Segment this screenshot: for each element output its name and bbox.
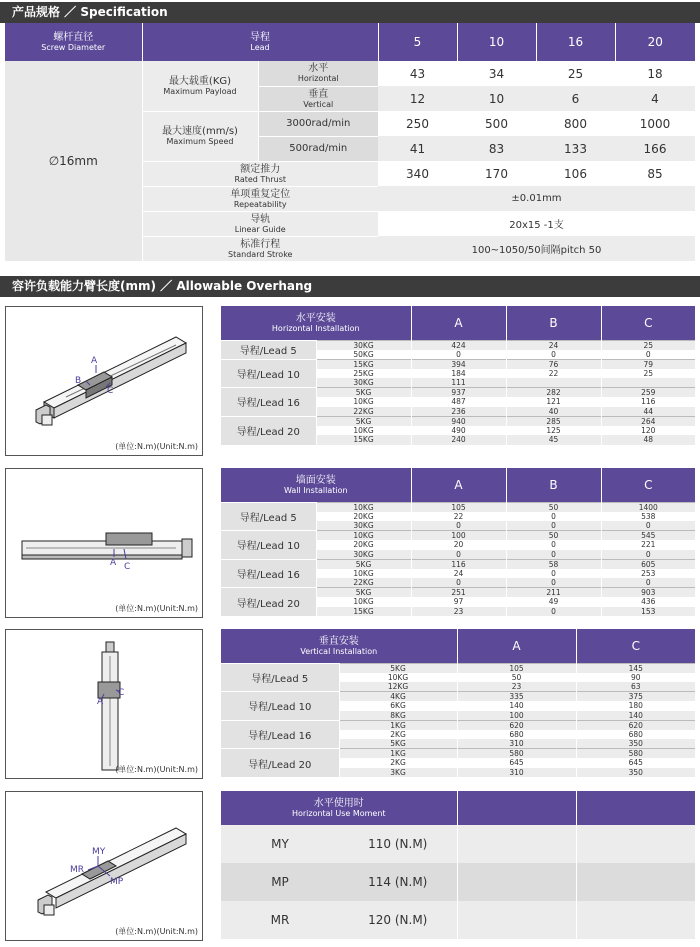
wall-value: 0 bbox=[506, 569, 601, 579]
horiz-value: 121 bbox=[506, 397, 601, 407]
horiz-value: 394 bbox=[411, 359, 506, 369]
horiz-value: 264 bbox=[601, 416, 695, 426]
thrust-cn: 额定推力 bbox=[240, 163, 281, 175]
horiz-value: 259 bbox=[601, 388, 695, 398]
speed-en: Maximum Speed bbox=[166, 137, 234, 146]
lead-10: 10 bbox=[457, 23, 536, 61]
wall-lead-label: 导程/Lead 5 bbox=[221, 502, 316, 531]
wall-load: 30KG bbox=[316, 550, 411, 560]
lead-16: 16 bbox=[536, 23, 615, 61]
ver-payload-5: 12 bbox=[378, 86, 457, 111]
vert-load: 4KG bbox=[339, 692, 457, 702]
rpm-500: 500rad/min bbox=[258, 136, 378, 161]
stroke-en: Standard Stroke bbox=[228, 249, 293, 259]
horiz-header-en: Horizontal Installation bbox=[271, 323, 360, 333]
repeatability-cn: 单项重复定位 bbox=[230, 188, 291, 200]
table-row bbox=[221, 588, 695, 598]
wall-actuator-drawing bbox=[6, 469, 202, 617]
guide-cn: 导轨 bbox=[250, 213, 271, 225]
wall-load: 10KG bbox=[316, 597, 411, 607]
table-row bbox=[221, 502, 695, 512]
ver-payload-20: 4 bbox=[615, 86, 695, 111]
horiz-value: 120 bbox=[601, 426, 695, 436]
wall-value: 0 bbox=[411, 578, 506, 588]
speed500-10: 83 bbox=[457, 136, 536, 161]
vert-value: 580 bbox=[576, 749, 695, 759]
vert-value: 580 bbox=[457, 749, 576, 759]
horiz-value: 487 bbox=[411, 397, 506, 407]
label-my: MY bbox=[92, 847, 106, 857]
label-b: B bbox=[75, 376, 82, 386]
wall-value: 0 bbox=[411, 521, 506, 531]
wall-value: 58 bbox=[506, 559, 601, 569]
vert-load: 5KG bbox=[339, 663, 457, 673]
vert-table-grid bbox=[221, 629, 695, 777]
wall-value: 605 bbox=[601, 559, 695, 569]
ver-payload-10: 10 bbox=[457, 86, 536, 111]
vert-load: 6KG bbox=[339, 701, 457, 711]
vert-header-cn: 垂直安装 bbox=[318, 635, 359, 647]
vert-load: 10KG bbox=[339, 673, 457, 683]
wall-value: 253 bbox=[601, 569, 695, 579]
horizontal-en: Horizontal bbox=[297, 74, 339, 84]
horiz-load: 5KG bbox=[316, 416, 411, 426]
speed500-16: 133 bbox=[536, 136, 615, 161]
horiz-col-c: C bbox=[644, 315, 653, 330]
horiz-load: 15KG bbox=[316, 435, 411, 445]
wall-value: 251 bbox=[411, 588, 506, 598]
wall-value: 49 bbox=[506, 597, 601, 607]
spec-table bbox=[5, 23, 695, 261]
vert-col-c: C bbox=[631, 638, 640, 653]
wall-value: 0 bbox=[601, 550, 695, 560]
thrust-10: 170 bbox=[457, 161, 536, 186]
vert-load: 2KG bbox=[339, 730, 457, 740]
wall-load: 15KG bbox=[316, 607, 411, 617]
wall-value: 211 bbox=[506, 588, 601, 598]
thrust-16: 106 bbox=[536, 161, 615, 186]
horiz-load: 25KG bbox=[316, 369, 411, 379]
vert-value: 350 bbox=[576, 768, 695, 778]
horiz-value: 45 bbox=[506, 435, 601, 445]
vert-lead-label: 导程/Lead 10 bbox=[221, 692, 339, 721]
vert-value: 620 bbox=[576, 720, 695, 730]
wall-lead-label: 导程/Lead 16 bbox=[221, 559, 316, 588]
horiz-load: 30KG bbox=[316, 340, 411, 350]
wall-load: 5KG bbox=[316, 559, 411, 569]
wall-value: 153 bbox=[601, 607, 695, 617]
vert-load: 12KG bbox=[339, 682, 457, 692]
horizontal-cn: 水平 bbox=[308, 63, 329, 75]
wall-value: 0 bbox=[506, 550, 601, 560]
horiz-value bbox=[506, 378, 601, 388]
vert-value: 310 bbox=[457, 739, 576, 749]
label-mp: MP bbox=[110, 877, 124, 887]
wall-col-c: C bbox=[644, 477, 653, 492]
vertical-en: Vertical bbox=[303, 99, 334, 109]
table-row bbox=[221, 559, 695, 569]
horiz-value: 44 bbox=[601, 407, 695, 417]
horiz-lead-label: 导程/Lead 20 bbox=[221, 416, 316, 445]
vert-value: 140 bbox=[457, 701, 576, 711]
wall-lead-label: 导程/Lead 10 bbox=[221, 531, 316, 560]
repeatability-value: ±0.01mm bbox=[378, 186, 695, 211]
moment-value-mp: 114 (N.M) bbox=[339, 863, 457, 901]
wall-value: 0 bbox=[601, 578, 695, 588]
horiz-table-grid bbox=[221, 306, 695, 445]
vert-value: 335 bbox=[457, 692, 576, 702]
vert-value: 680 bbox=[457, 730, 576, 740]
label-c: C bbox=[118, 688, 125, 698]
horiz-load: 15KG bbox=[316, 359, 411, 369]
label-mr: MR bbox=[70, 865, 85, 875]
wall-col-b: B bbox=[506, 468, 601, 502]
unit-note: (单位:N.m)(Unit:N.m) bbox=[115, 604, 198, 613]
wall-load: 22KG bbox=[316, 578, 411, 588]
wall-header-en: Wall Installation bbox=[283, 485, 348, 495]
vert-load: 1KG bbox=[339, 749, 457, 759]
vert-value: 645 bbox=[576, 758, 695, 768]
horiz-load: 30KG bbox=[316, 378, 411, 388]
lead-cn: 导程 bbox=[250, 32, 270, 43]
moment-image bbox=[5, 791, 203, 941]
speed3000-20: 1000 bbox=[615, 111, 695, 136]
horizontal-install-image bbox=[5, 306, 203, 456]
vert-value: 23 bbox=[457, 682, 576, 692]
wall-value: 97 bbox=[411, 597, 506, 607]
lead-en: Lead bbox=[250, 43, 270, 52]
ver-payload-16: 6 bbox=[536, 86, 615, 111]
vertical-cn: 垂直 bbox=[308, 88, 329, 100]
horiz-value: 25 bbox=[601, 369, 695, 379]
lead-5: 5 bbox=[378, 23, 457, 61]
moment-actuator-drawing bbox=[6, 792, 202, 940]
unit-note: (单位:N.m)(Unit:N.m) bbox=[115, 442, 198, 451]
wall-value: 20 bbox=[411, 540, 506, 550]
horiz-value: 48 bbox=[601, 435, 695, 445]
wall-value: 1400 bbox=[601, 502, 695, 512]
horiz-lead-label: 导程/Lead 10 bbox=[221, 359, 316, 388]
horiz-value: 490 bbox=[411, 426, 506, 436]
section-title-overhang: 容许负载能力臂长度(mm) ／ Allowable Overhang bbox=[0, 276, 700, 297]
horiz-value: 125 bbox=[506, 426, 601, 436]
wall-load: 30KG bbox=[316, 521, 411, 531]
wall-value: 100 bbox=[411, 531, 506, 541]
moment-label-mp: MP bbox=[271, 875, 289, 889]
wall-value: 22 bbox=[411, 512, 506, 522]
horiz-value: 940 bbox=[411, 416, 506, 426]
wall-value: 0 bbox=[601, 521, 695, 531]
wall-value: 221 bbox=[601, 540, 695, 550]
thrust-5: 340 bbox=[378, 161, 457, 186]
unit-note: (单位:N.m)(Unit:N.m) bbox=[115, 927, 198, 936]
speed500-5: 41 bbox=[378, 136, 457, 161]
horiz-value: 25 bbox=[601, 340, 695, 350]
wall-value: 0 bbox=[411, 550, 506, 560]
label-c: C bbox=[107, 386, 114, 396]
vert-lead-label: 导程/Lead 20 bbox=[221, 749, 339, 778]
label-a: A bbox=[91, 356, 98, 366]
vert-value: 140 bbox=[576, 711, 695, 721]
moment-cn: 水平使用时 bbox=[313, 798, 364, 809]
horiz-lead-label: 导程/Lead 5 bbox=[221, 340, 316, 359]
vert-value: 100 bbox=[457, 711, 576, 721]
horiz-value: 236 bbox=[411, 407, 506, 417]
moment-value-my: 110 (N.M) bbox=[339, 825, 457, 863]
vertical-install-image bbox=[5, 629, 203, 779]
horiz-value: 184 bbox=[411, 369, 506, 379]
horiz-value: 937 bbox=[411, 388, 506, 398]
vertical-actuator-drawing bbox=[6, 630, 202, 778]
wall-load: 10KG bbox=[316, 531, 411, 541]
horiz-value: 282 bbox=[506, 388, 601, 398]
lead-20: 20 bbox=[647, 35, 663, 49]
vert-value: 680 bbox=[576, 730, 695, 740]
table-row bbox=[221, 416, 695, 426]
label-a: A bbox=[110, 558, 117, 568]
horiz-load: 22KG bbox=[316, 407, 411, 417]
label-a: A bbox=[97, 697, 104, 707]
vert-load: 3KG bbox=[339, 768, 457, 778]
payload-cn: 最大载重(KG) bbox=[168, 75, 232, 87]
horiz-col-a: A bbox=[411, 306, 506, 340]
wall-value: 0 bbox=[506, 607, 601, 617]
horiz-value: 424 bbox=[411, 340, 506, 350]
table-row bbox=[221, 749, 695, 759]
horiz-value: 0 bbox=[506, 350, 601, 360]
speed3000-10: 500 bbox=[457, 111, 536, 136]
wall-value: 436 bbox=[601, 597, 695, 607]
wall-load: 10KG bbox=[316, 502, 411, 512]
diameter-value: ∅16mm bbox=[5, 61, 142, 261]
hor-payload-10: 34 bbox=[457, 61, 536, 86]
label-c: C bbox=[124, 562, 131, 572]
vert-load: 2KG bbox=[339, 758, 457, 768]
guide-en: Linear Guide bbox=[234, 224, 286, 234]
horiz-value: 40 bbox=[506, 407, 601, 417]
rpm-3000: 3000rad/min bbox=[258, 111, 378, 136]
hor-payload-5: 43 bbox=[378, 61, 457, 86]
horiz-lead-label: 导程/Lead 16 bbox=[221, 388, 316, 417]
vert-value: 620 bbox=[457, 720, 576, 730]
horiz-value: 0 bbox=[411, 350, 506, 360]
speed-cn: 最大速度(mm/s) bbox=[162, 126, 238, 137]
wall-install-image bbox=[5, 468, 203, 618]
wall-value: 903 bbox=[601, 588, 695, 598]
screw-diameter-en: Screw Diameter bbox=[41, 43, 106, 52]
vert-value: 105 bbox=[457, 663, 576, 673]
unit-note: (单位:N.m)(Unit:N.m) bbox=[115, 765, 198, 774]
vert-load: 8KG bbox=[339, 711, 457, 721]
section-title-spec: 产品规格 ／ Specification bbox=[0, 2, 700, 23]
speed3000-5: 250 bbox=[378, 111, 457, 136]
wall-load: 5KG bbox=[316, 588, 411, 598]
horiz-value: 79 bbox=[601, 359, 695, 369]
wall-value: 50 bbox=[506, 502, 601, 512]
horiz-load: 5KG bbox=[316, 388, 411, 398]
horizontal-actuator-drawing bbox=[6, 307, 202, 455]
wall-value: 50 bbox=[506, 531, 601, 541]
screw-diameter-cn: 螺杆直径 bbox=[53, 32, 94, 43]
stroke-value: 100~1050/50间隔pitch 50 bbox=[378, 236, 695, 261]
horiz-value: 111 bbox=[411, 378, 506, 388]
wall-load: 20KG bbox=[316, 512, 411, 522]
payload-en: Maximum Payload bbox=[163, 86, 237, 96]
hor-payload-20: 18 bbox=[615, 61, 695, 86]
wall-value: 538 bbox=[601, 512, 695, 522]
vert-lead-label: 导程/Lead 5 bbox=[221, 663, 339, 692]
vert-value: 350 bbox=[576, 739, 695, 749]
thrust-20: 85 bbox=[615, 161, 695, 186]
thrust-en: Rated Thrust bbox=[234, 174, 287, 184]
horiz-value bbox=[601, 378, 695, 388]
wall-value: 23 bbox=[411, 607, 506, 617]
vert-value: 375 bbox=[576, 692, 695, 702]
horiz-load: 10KG bbox=[316, 397, 411, 407]
horiz-value: 240 bbox=[411, 435, 506, 445]
vert-value: 63 bbox=[576, 682, 695, 692]
table-row bbox=[221, 340, 695, 350]
horiz-value: 116 bbox=[601, 397, 695, 407]
horiz-load: 50KG bbox=[316, 350, 411, 360]
vert-value: 180 bbox=[576, 701, 695, 711]
wall-value: 116 bbox=[411, 559, 506, 569]
wall-col-a: A bbox=[411, 468, 506, 502]
horiz-value: 22 bbox=[506, 369, 601, 379]
table-row bbox=[221, 359, 695, 369]
horiz-value: 76 bbox=[506, 359, 601, 369]
moment-label-mr: MR bbox=[270, 913, 290, 927]
wall-value: 545 bbox=[601, 531, 695, 541]
wall-load: 10KG bbox=[316, 569, 411, 579]
wall-header-cn: 墙面安装 bbox=[295, 474, 336, 486]
horiz-value: 0 bbox=[601, 350, 695, 360]
vert-lead-label: 导程/Lead 16 bbox=[221, 720, 339, 749]
table-row bbox=[221, 692, 695, 702]
table-row bbox=[221, 663, 695, 673]
table-row bbox=[221, 531, 695, 541]
horiz-col-b: B bbox=[506, 306, 601, 340]
wall-lead-label: 导程/Lead 20 bbox=[221, 588, 316, 617]
wall-load: 20KG bbox=[316, 540, 411, 550]
vert-value: 645 bbox=[457, 758, 576, 768]
horiz-value: 24 bbox=[506, 340, 601, 350]
wall-value: 105 bbox=[411, 502, 506, 512]
vert-load: 1KG bbox=[339, 720, 457, 730]
vert-value: 310 bbox=[457, 768, 576, 778]
vert-value: 90 bbox=[576, 673, 695, 683]
table-row bbox=[221, 720, 695, 730]
table-row bbox=[221, 388, 695, 398]
vert-load: 5KG bbox=[339, 739, 457, 749]
moment-value-mr: 120 (N.M) bbox=[339, 901, 457, 939]
guide-value: 20x15 -1支 bbox=[378, 211, 695, 236]
wall-value: 24 bbox=[411, 569, 506, 579]
speed500-20: 166 bbox=[615, 136, 695, 161]
horiz-header-cn: 水平安装 bbox=[295, 312, 336, 324]
moment-table bbox=[221, 791, 695, 939]
hor-payload-16: 25 bbox=[536, 61, 615, 86]
moment-en: Horizontal Use Moment bbox=[291, 809, 386, 818]
wall-value: 0 bbox=[506, 578, 601, 588]
speed3000-16: 800 bbox=[536, 111, 615, 136]
horiz-load: 10KG bbox=[316, 426, 411, 436]
vert-header-en: Vertical Installation bbox=[300, 646, 378, 656]
wall-table-grid bbox=[221, 468, 695, 616]
repeatability-en: Repeatability bbox=[233, 199, 287, 209]
wall-value: 0 bbox=[506, 521, 601, 531]
vert-value: 145 bbox=[576, 663, 695, 673]
horiz-value: 285 bbox=[506, 416, 601, 426]
wall-value: 0 bbox=[506, 540, 601, 550]
vert-value: 50 bbox=[457, 673, 576, 683]
wall-value: 0 bbox=[506, 512, 601, 522]
vert-col-a: A bbox=[457, 629, 576, 663]
moment-label-my: MY bbox=[271, 837, 289, 851]
stroke-cn: 标准行程 bbox=[240, 238, 281, 250]
